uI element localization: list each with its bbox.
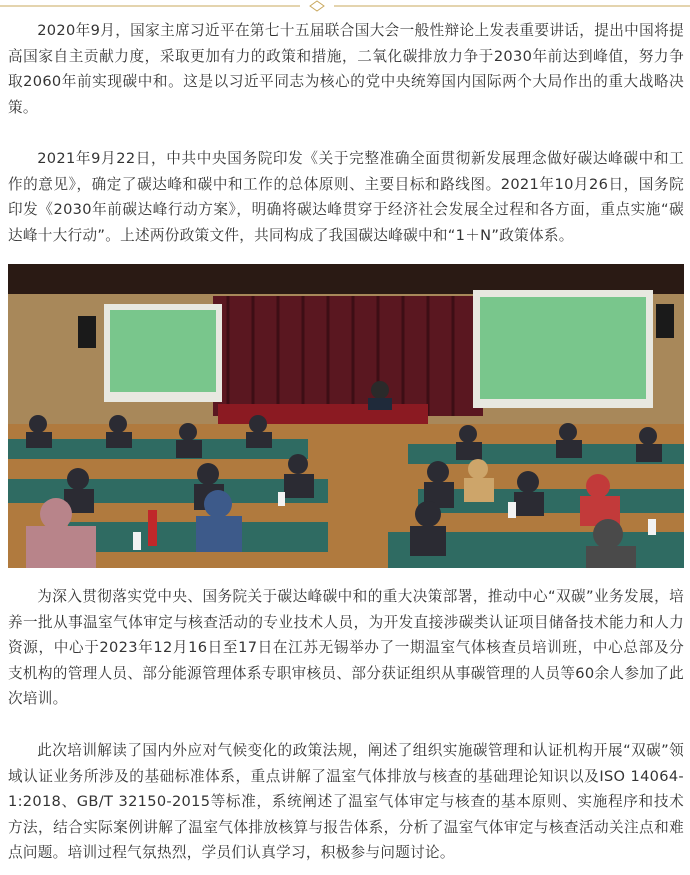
article-paragraph-1: 2020年9月，国家主席习近平在第七十五届联合国大会一般性辩论上发表重要讲话，提出中国将提高国家自主贡献力度，采取更加有力的政策和措施，二氧化碳排放力争于2030年前达到峰值，努力争取2060年前实现碳中和。这是以习近平同志为核心的党中央统筹国内国际两个大局作出的重大战略决策。: [8, 22, 684, 116]
training-session-photo-illustration: [8, 264, 684, 568]
article-paragraph-4: 此次培训解读了国内外应对气候变化的政策法规，阐述了组织实施碳管理和认证机构开展“双碳”领域认证业务所涉及的基础标准体系，重点讲解了温室气体排放与核查的基础理论知识以及ISO 14064-1:2018、GB/T 32150-2015等标准，系统阐述了温室气体审定与核查的基本原则、实施程序和技术方法，结合实际案例讲解了温室气体排放核算与报告体系，分析了温室气体审定与核查活动关注点和难点问题。培训过程气氛热烈，学员们认真学习，积极参与问题讨论。: [8, 742, 684, 861]
article-paragraph-2: 2021年9月22日，中共中央国务院印发《关于完整准确全面贯彻新发展理念做好碳达峰碳中和工作的意见》，确定了碳达峰和碳中和工作的总体原则、主要目标和路线图。2021年10月26日，国务院印发《2030年前碳达峰行动方案》，明确将碳达峰贯穿于经济社会发展全过程和各方面，重点实施“碳达峰十大行动”。上述两份政策文件，共同构成了我国碳达峰碳中和“1＋N”政策体系。: [8, 150, 684, 244]
article-paragraph-3: 为深入贯彻落实党中央、国务院关于碳达峰碳中和的重大决策部署，推动中心“双碳”业务发展，培养一批从事温室气体审定与核查活动的专业技术人员，为开发直接涉碳类认证项目储备技术能力和人力资源，中心于2023年12月16日至17日在江苏无锡举办了一期温室气体核查员培训班，中心总部及分支机构的管理人员、部分能源管理体系专职审核员、部分获证组织从事碳管理的人员等60余人参加了此次培训。: [8, 588, 684, 707]
top-ornament-divider: [0, 0, 690, 12]
training-session-photo: [8, 264, 684, 568]
